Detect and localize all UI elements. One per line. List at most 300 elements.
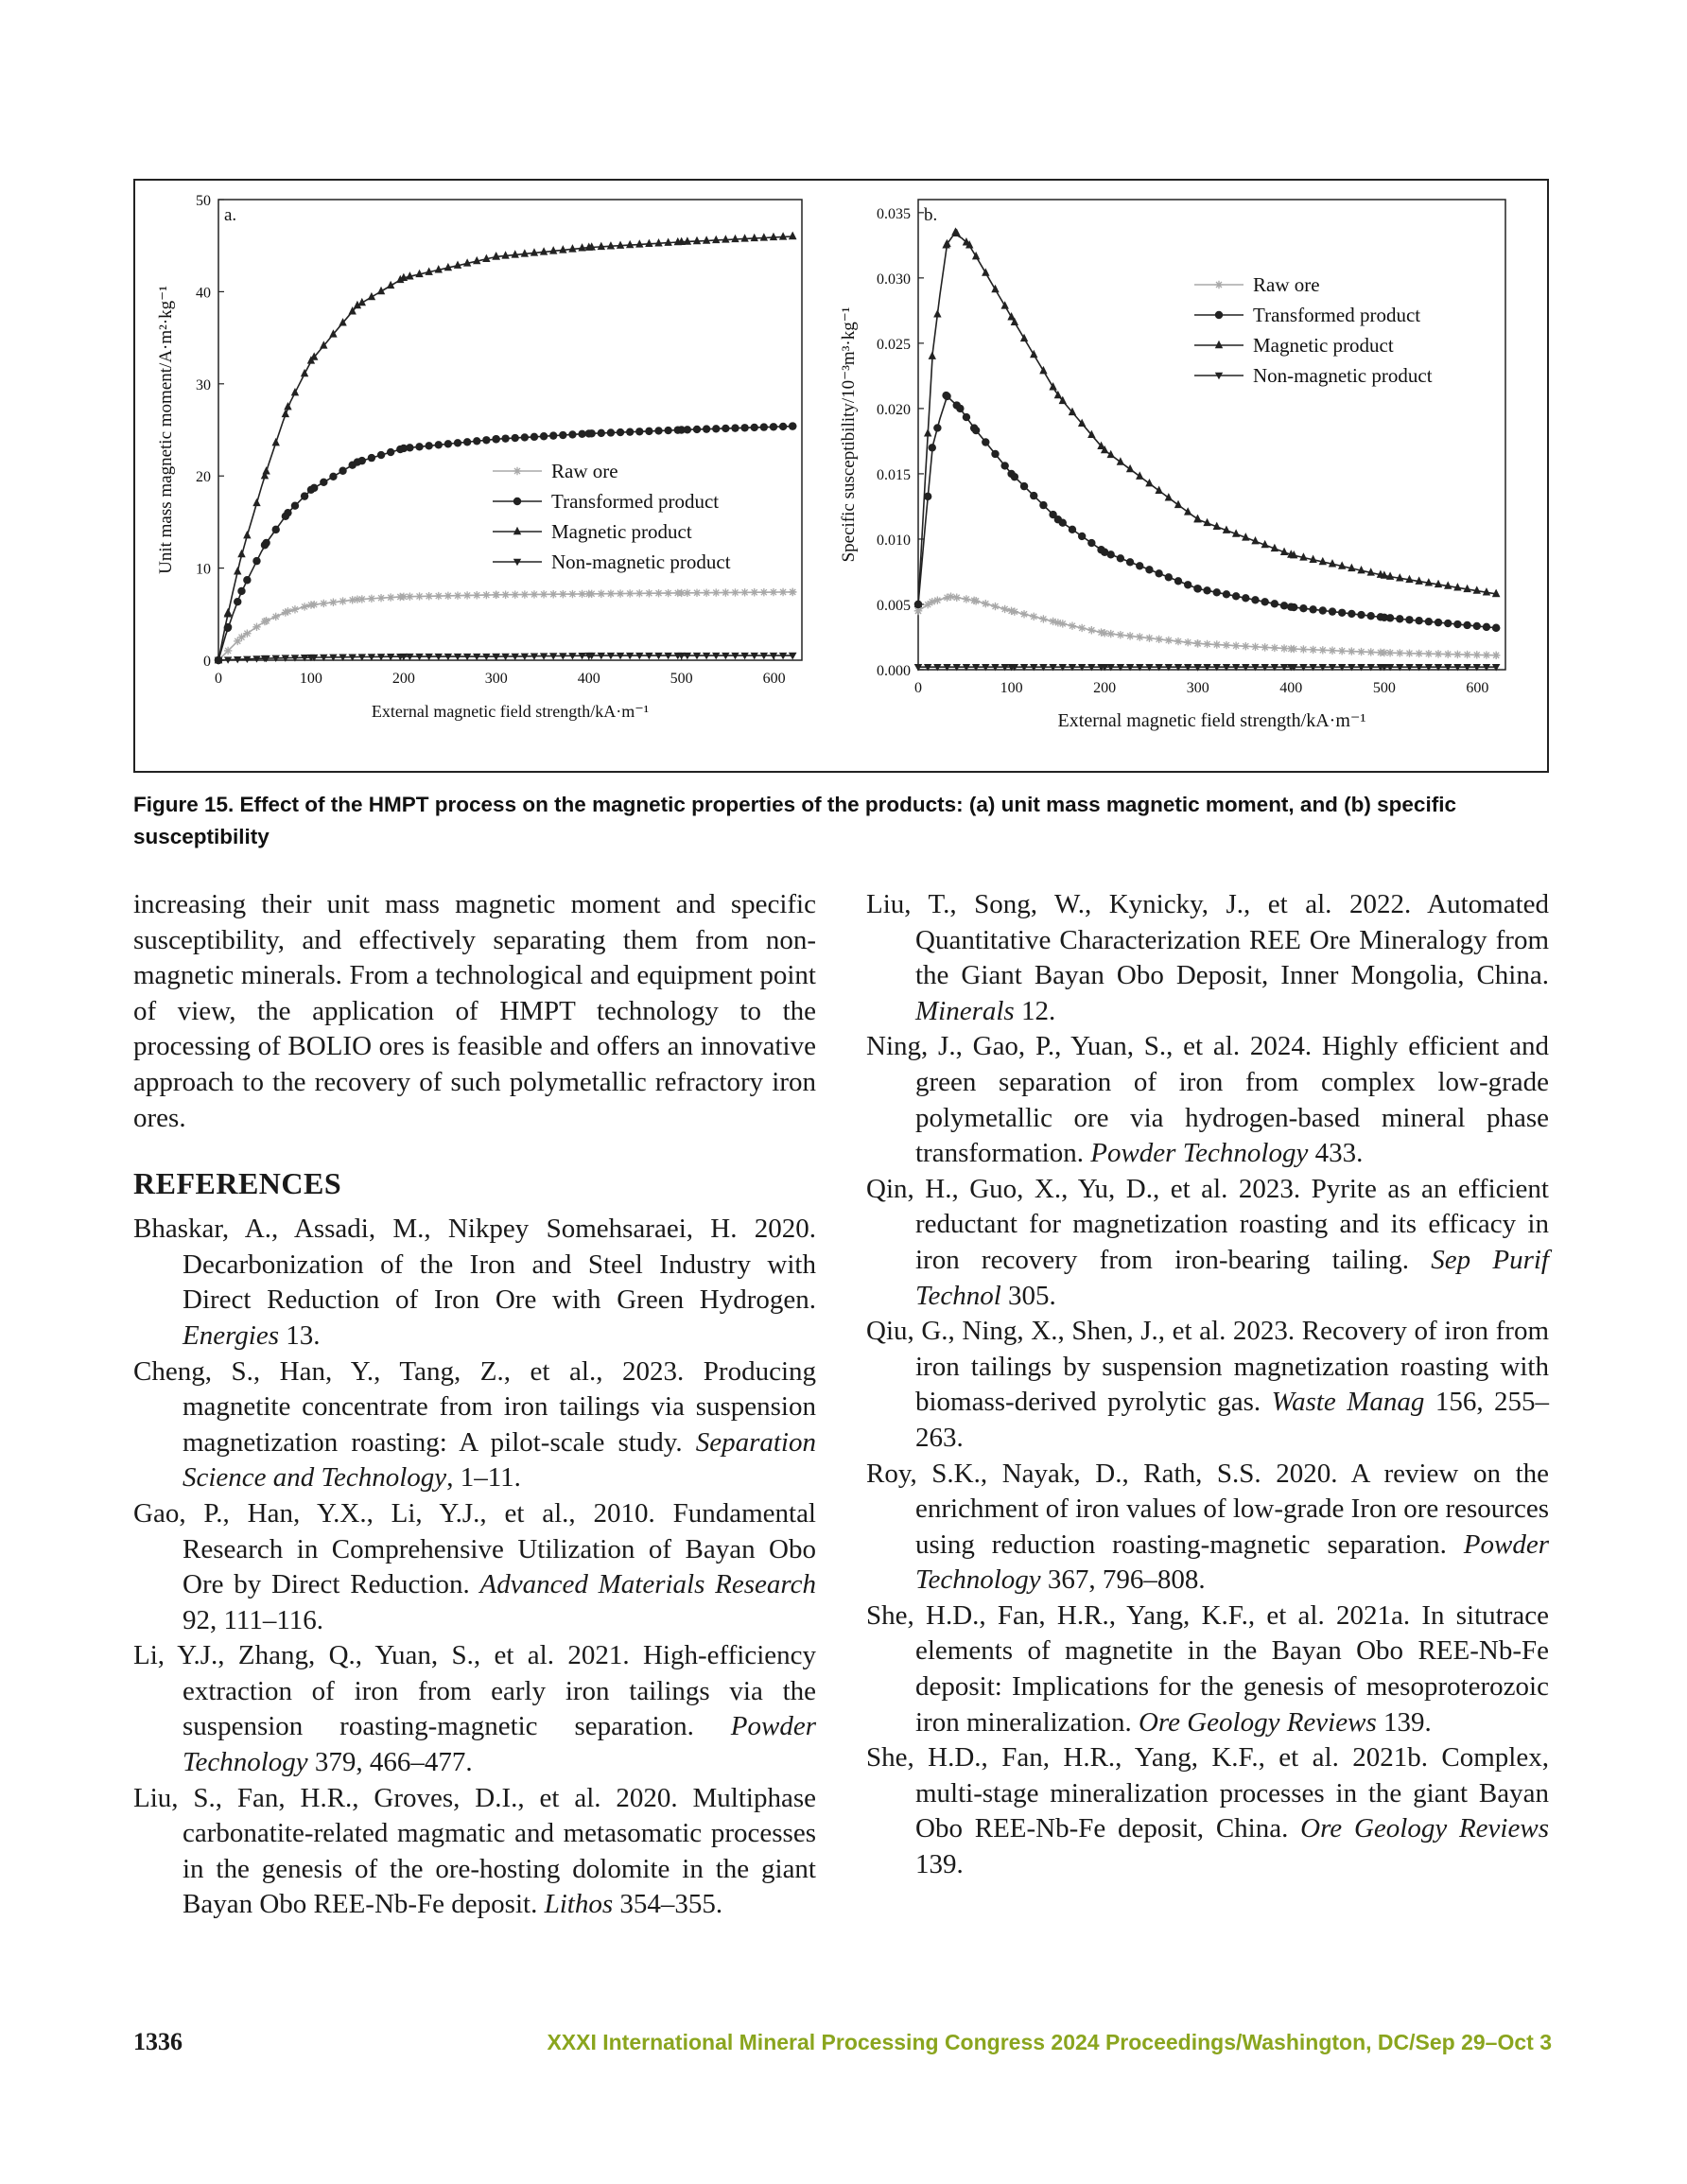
data-point — [368, 595, 375, 603]
y-tick-label: 0.015 — [877, 466, 911, 483]
data-point — [1203, 640, 1210, 648]
data-point — [358, 457, 366, 464]
figure-15 — [133, 179, 1549, 773]
data-point — [291, 501, 299, 509]
data-point — [789, 422, 796, 429]
chart-panel-b — [839, 200, 1505, 731]
conference-footer: XXXI International Mineral Processing Congress 2024 Proceedings/Washington, DC/Sep 29–Oct 3 — [547, 2030, 1552, 2054]
data-point — [512, 434, 519, 442]
data-point — [252, 498, 260, 506]
legend-label: Magnetic product — [1253, 334, 1394, 357]
data-point — [521, 590, 529, 598]
data-point — [234, 567, 241, 574]
data-point — [1020, 482, 1028, 490]
data-point — [722, 235, 729, 242]
x-tick-label: 300 — [484, 671, 508, 687]
reference-text: She, H.D., Fan, H.R., Yang, K.F., et al. 2021a. In situtrace elements of magnetite in the Bayan Obo REE-Nb-Fe deposit: Implications for the genesis of mesoproterozoic iron mineralization. — [866, 1599, 1549, 1738]
data-point — [1126, 558, 1134, 566]
data-point — [368, 454, 375, 462]
data-point — [1030, 492, 1037, 499]
data-point — [770, 233, 777, 240]
data-point — [722, 588, 729, 596]
data-point — [310, 484, 318, 492]
data-point — [1261, 643, 1268, 651]
data-point — [1338, 647, 1346, 655]
data-point — [1215, 341, 1223, 348]
data-point — [1242, 594, 1249, 602]
data-point — [635, 239, 643, 247]
reference-entry — [133, 1638, 816, 1780]
x-tick-label: 200 — [391, 671, 415, 687]
page-number: 1336 — [133, 2028, 183, 2055]
y-tick-label: 0.020 — [877, 401, 911, 418]
series-line — [218, 592, 792, 660]
data-point — [1011, 608, 1018, 616]
data-point — [953, 594, 961, 602]
data-point — [1435, 619, 1442, 626]
data-point — [1232, 592, 1240, 600]
reference-text: Qin, H., Guo, X., Yu, D., et al. 2023. Pyrite as an efficient reductant for magnetization roasting and its efficacy in iron recovery from iron-bearing tailing. — [866, 1173, 1549, 1275]
series-raw-ore — [914, 592, 1501, 659]
data-point — [1059, 518, 1067, 526]
data-point — [1290, 645, 1297, 653]
data-point — [1215, 281, 1223, 288]
x-tick-label: 300 — [1186, 680, 1209, 696]
data-point — [396, 593, 404, 601]
y-tick-label: 0.025 — [877, 336, 911, 353]
data-point — [329, 599, 337, 606]
data-point — [1000, 605, 1008, 613]
data-point — [1215, 311, 1223, 319]
reference-volume: 367, 796–808. — [1040, 1564, 1206, 1596]
y-tick-label: 50 — [196, 193, 211, 209]
reference-journal: Ore Geology Reviews — [1138, 1706, 1377, 1738]
data-point — [779, 423, 787, 430]
data-point — [291, 605, 299, 613]
data-point — [1174, 638, 1182, 645]
data-point — [731, 588, 739, 596]
data-point — [712, 425, 720, 432]
data-point — [1453, 651, 1461, 658]
reference-text: Bhaskar, A., Assadi, M., Nikpey Somehsaraei, H. 2020. Decarbonization of the Iron and Steel Industry with Direct Reduction of Iron Ore with Green Hydrogen. — [133, 1214, 816, 1316]
data-point — [617, 589, 624, 597]
x-axis-label: External magnetic field strength/kA·m⁻¹ — [371, 702, 650, 721]
data-point — [991, 603, 999, 610]
data-point — [234, 598, 241, 605]
data-point — [789, 232, 796, 239]
data-point — [1367, 648, 1375, 655]
data-point — [1405, 649, 1413, 656]
data-point — [626, 589, 634, 597]
reference-volume: 92, 111–116. — [183, 1604, 324, 1635]
data-point — [1309, 605, 1316, 613]
data-point — [1020, 610, 1028, 618]
data-point — [224, 647, 232, 655]
data-point — [272, 613, 280, 620]
data-point — [751, 424, 758, 431]
data-point — [454, 591, 461, 599]
data-point — [243, 629, 251, 637]
data-point — [348, 462, 356, 469]
reference-journal: Waste Manag — [1271, 1387, 1425, 1418]
data-point — [1087, 539, 1095, 547]
legend-label: Transformed product — [551, 490, 720, 513]
reference-entry — [866, 1599, 1549, 1740]
data-point — [1415, 650, 1422, 657]
reference-entry — [133, 1781, 816, 1923]
data-point — [953, 401, 961, 409]
data-point — [1145, 566, 1153, 573]
data-point — [482, 436, 490, 444]
data-point — [1011, 473, 1018, 480]
data-point — [377, 594, 385, 602]
data-point — [1271, 600, 1278, 607]
data-point — [1174, 500, 1182, 508]
y-tick-label: 40 — [196, 285, 211, 302]
data-point — [598, 590, 605, 598]
data-point — [731, 424, 739, 431]
y-tick-label: 30 — [196, 376, 211, 393]
data-point — [1184, 638, 1191, 646]
data-point — [1492, 624, 1500, 632]
data-point — [272, 438, 280, 446]
reference-volume: 12. — [1014, 995, 1056, 1026]
x-tick-label: 100 — [1000, 680, 1023, 696]
data-point — [1087, 626, 1095, 634]
data-point — [929, 351, 936, 358]
data-point — [463, 591, 471, 599]
data-point — [1251, 643, 1259, 651]
data-point — [770, 588, 777, 596]
data-point — [664, 427, 671, 434]
data-point — [1309, 646, 1316, 654]
y-tick-label: 20 — [196, 469, 211, 486]
data-point — [1329, 607, 1336, 615]
x-tick-label: 500 — [1372, 680, 1396, 696]
data-point — [1280, 644, 1288, 652]
y-tick-label: 0.010 — [877, 532, 911, 549]
data-point — [234, 638, 241, 645]
data-point — [358, 595, 366, 603]
data-point — [387, 593, 394, 601]
data-point — [1049, 618, 1056, 625]
y-tick-label: 0.035 — [877, 205, 911, 222]
reference-text: Liu, T., Song, W., Kynicky, J., et al. 2022. Automated Quantitative Characterization REE Ore Mineralogy from the Giant Bayan Obo Deposit, Inner Mongolia, China. — [866, 889, 1549, 991]
data-point — [626, 240, 634, 248]
reference-journal: Separation Science and Technology — [183, 1426, 816, 1494]
data-point — [607, 428, 615, 436]
data-point — [282, 513, 289, 520]
data-point — [1415, 617, 1422, 624]
data-point — [731, 235, 739, 242]
data-point — [645, 428, 652, 435]
data-point — [684, 236, 691, 244]
data-point — [684, 426, 691, 433]
reference-text: Cheng, S., Han, Y., Tang, Z., et al., 2023. Producing magnetite concentrate from iron tailings via suspension magnetization roasting: A pilot-scale study. — [133, 1355, 816, 1458]
data-point — [1425, 618, 1433, 625]
data-point — [1492, 652, 1500, 659]
data-point — [712, 236, 720, 243]
data-point — [943, 594, 950, 602]
reference-text: Liu, S., Fan, H.R., Groves, D.I., et al. 2020. Multiphase carbonatite-related magmatic and metasomatic processes in the genesis of the ore-hosting dolomite in the giant Bayan Obo REE-Nb-Fe deposit. — [133, 1782, 816, 1920]
data-point — [1367, 612, 1375, 620]
data-point — [1251, 596, 1259, 603]
data-point — [540, 590, 548, 598]
reference-volume: 379, 466–477. — [307, 1747, 473, 1778]
data-point — [963, 595, 970, 603]
data-point — [943, 393, 950, 400]
data-point — [1000, 462, 1008, 469]
data-point — [320, 479, 327, 486]
data-point — [1107, 450, 1115, 458]
data-point — [770, 423, 777, 430]
data-point — [1097, 628, 1104, 636]
data-point — [1473, 651, 1481, 658]
legend-label: Magnetic product — [551, 520, 692, 543]
data-point — [1117, 631, 1124, 638]
data-point — [1049, 511, 1056, 518]
data-point — [272, 526, 280, 533]
data-point — [262, 617, 270, 624]
data-point — [1473, 622, 1481, 630]
references-heading: REFERENCES — [133, 1166, 342, 1201]
reference-entry — [133, 1354, 816, 1496]
data-point — [540, 432, 548, 440]
data-point — [1348, 647, 1355, 655]
reference-journal: Ore Geology Reviews — [1300, 1813, 1549, 1844]
data-point — [224, 608, 232, 616]
data-point — [568, 430, 576, 438]
y-tick-label: 0 — [203, 654, 211, 670]
reference-text: Gao, P., Han, Y.X., Li, Y.J., et al., 2010. Fundamental Research in Comprehensive Utilization of Bayan Obo Ore by Direct Reduction. — [133, 1497, 816, 1600]
data-point — [1059, 620, 1067, 627]
reference-entry — [866, 1457, 1549, 1599]
data-point — [684, 589, 691, 597]
panel-label: a. — [224, 205, 237, 225]
data-point — [933, 309, 941, 317]
legend-label: Non-magnetic product — [1253, 364, 1433, 387]
data-point — [1329, 647, 1336, 655]
data-point — [598, 429, 605, 437]
data-point — [1136, 471, 1143, 479]
data-point — [1396, 649, 1403, 656]
reference-volume: , 1–11. — [446, 1462, 521, 1494]
data-point — [607, 241, 615, 249]
data-point — [377, 451, 385, 459]
data-point — [301, 492, 308, 499]
x-tick-label: 0 — [215, 671, 222, 687]
data-point — [598, 242, 605, 250]
data-point — [463, 438, 471, 446]
reference-entry — [866, 1740, 1549, 1882]
data-point — [1126, 464, 1134, 472]
data-point — [243, 576, 251, 584]
data-point — [693, 426, 701, 433]
data-point — [1213, 588, 1221, 596]
data-point — [415, 443, 423, 450]
reference-entry — [866, 1172, 1549, 1314]
data-point — [1184, 581, 1191, 588]
series-transformed-product — [215, 422, 797, 664]
data-point — [617, 240, 624, 248]
x-tick-label: 100 — [299, 671, 322, 687]
data-point — [513, 498, 521, 505]
data-point — [1078, 624, 1086, 632]
plot-frame — [918, 200, 1505, 670]
data-point — [654, 589, 662, 597]
data-point — [492, 591, 499, 599]
y-tick-label: 0.030 — [877, 271, 911, 288]
series-line — [218, 427, 792, 660]
data-point — [607, 589, 615, 597]
right-column — [866, 887, 1549, 1883]
data-point — [549, 590, 557, 598]
data-point — [1386, 649, 1394, 656]
x-tick-label: 500 — [670, 671, 693, 687]
data-point — [301, 603, 308, 610]
data-point — [1242, 642, 1249, 650]
reference-entry — [866, 1029, 1549, 1171]
data-point — [1377, 649, 1384, 656]
data-point — [1117, 457, 1124, 464]
x-tick-label: 600 — [762, 671, 786, 687]
data-point — [444, 440, 452, 447]
data-point — [473, 591, 480, 599]
reference-entry — [133, 1496, 816, 1638]
references-list-left — [133, 1212, 816, 1923]
reference-journal: Lithos — [544, 1889, 614, 1920]
data-point — [1299, 604, 1307, 612]
data-point — [779, 232, 787, 239]
x-tick-label: 400 — [577, 671, 600, 687]
data-point — [712, 588, 720, 596]
data-point — [1271, 644, 1278, 652]
data-point — [1444, 650, 1452, 657]
data-point — [320, 600, 327, 607]
data-point — [1348, 610, 1355, 618]
reference-text: Roy, S.K., Nayak, D., Rath, S.S. 2020. A review on the enrichment of iron values of low-grade Iron ore resources using reduction roasting-magnetic separation. — [866, 1458, 1549, 1560]
series-line — [918, 234, 1496, 604]
data-point — [654, 427, 662, 434]
references-list-right — [866, 887, 1549, 1883]
data-point — [568, 590, 576, 598]
legend — [493, 460, 731, 573]
data-point — [530, 590, 538, 598]
data-point — [703, 425, 710, 432]
figure-15-charts — [135, 181, 1547, 771]
chart-panel-a — [156, 193, 802, 721]
data-point — [1453, 620, 1461, 628]
data-point — [1107, 630, 1115, 638]
y-tick-label: 0.005 — [877, 597, 911, 614]
reference-volume: 305. — [1000, 1280, 1056, 1311]
reference-volume: 13. — [279, 1319, 321, 1351]
data-point — [1338, 609, 1346, 617]
data-point — [1117, 554, 1124, 562]
data-point — [635, 589, 643, 597]
data-point — [587, 590, 595, 598]
data-point — [1280, 602, 1288, 609]
data-point — [1193, 585, 1201, 592]
data-point — [1193, 515, 1201, 522]
data-point — [387, 448, 394, 456]
reference-volume: 139. — [915, 1849, 964, 1880]
data-point — [1069, 621, 1076, 629]
data-point — [1290, 603, 1297, 611]
data-point — [237, 587, 245, 595]
y-tick-label: 10 — [196, 561, 211, 578]
data-point — [1357, 611, 1365, 619]
x-axis-label: External magnetic field strength/kA·m⁻¹ — [1057, 710, 1366, 731]
data-point — [473, 437, 480, 445]
data-point — [1039, 615, 1047, 622]
data-point — [415, 592, 423, 600]
data-point — [425, 442, 432, 449]
x-tick-label: 200 — [1093, 680, 1117, 696]
data-point — [751, 234, 758, 241]
data-point — [1377, 613, 1384, 620]
data-point — [1069, 526, 1076, 533]
data-point — [1396, 615, 1403, 622]
data-point — [1174, 577, 1182, 585]
data-point — [1184, 507, 1191, 515]
data-point — [482, 591, 490, 599]
data-point — [1165, 637, 1173, 644]
data-point — [1193, 639, 1201, 647]
data-point — [310, 601, 318, 608]
data-point — [991, 450, 999, 458]
data-point — [1444, 620, 1452, 627]
data-point — [722, 425, 729, 432]
data-point — [435, 592, 443, 600]
data-point — [1223, 641, 1230, 649]
data-point — [760, 423, 768, 430]
body-paragraph: increasing their unit mass magnetic moment and specific susceptibility, and effectively separating them from non-magnetic minerals. From a technological and equipment point of view, the application of HMPT technology to the processing of BOLIO ores is feasible and offers an innovative approach to the recovery of such polymetallic refractory iron ores. — [133, 889, 816, 1133]
data-point — [1405, 616, 1413, 623]
data-point — [501, 434, 509, 442]
y-tick-label: 0.000 — [877, 663, 911, 679]
data-point — [512, 590, 519, 598]
data-point — [339, 597, 346, 604]
data-point — [760, 588, 768, 596]
data-point — [348, 596, 356, 603]
data-point — [924, 601, 931, 608]
x-tick-label: 600 — [1466, 680, 1489, 696]
data-point — [1107, 550, 1115, 558]
reference-journal: Minerals — [915, 995, 1015, 1026]
series-transformed-product — [914, 392, 1501, 632]
data-point — [1155, 486, 1162, 494]
data-point — [1223, 590, 1230, 598]
data-point — [1435, 650, 1442, 657]
legend-label: Raw ore — [551, 460, 618, 482]
series-non-magnetic-product — [215, 653, 797, 664]
reference-text: Li, Y.J., Zhang, Q., Yuan, S., et al. 2021. High-efficiency extraction of iron from early iron tailings via the suspension roasting-magnetic separation. — [133, 1640, 816, 1742]
data-point — [1136, 633, 1143, 640]
reference-journal: Powder Technology — [183, 1711, 816, 1778]
data-point — [559, 590, 566, 598]
data-point — [329, 473, 337, 480]
data-point — [1078, 533, 1086, 540]
data-point — [1319, 606, 1327, 614]
data-point — [693, 236, 701, 244]
reference-entry — [133, 1212, 816, 1354]
data-point — [1261, 598, 1268, 605]
data-point — [1165, 573, 1173, 581]
data-point — [454, 439, 461, 446]
data-point — [982, 438, 989, 446]
data-point — [1165, 493, 1173, 500]
